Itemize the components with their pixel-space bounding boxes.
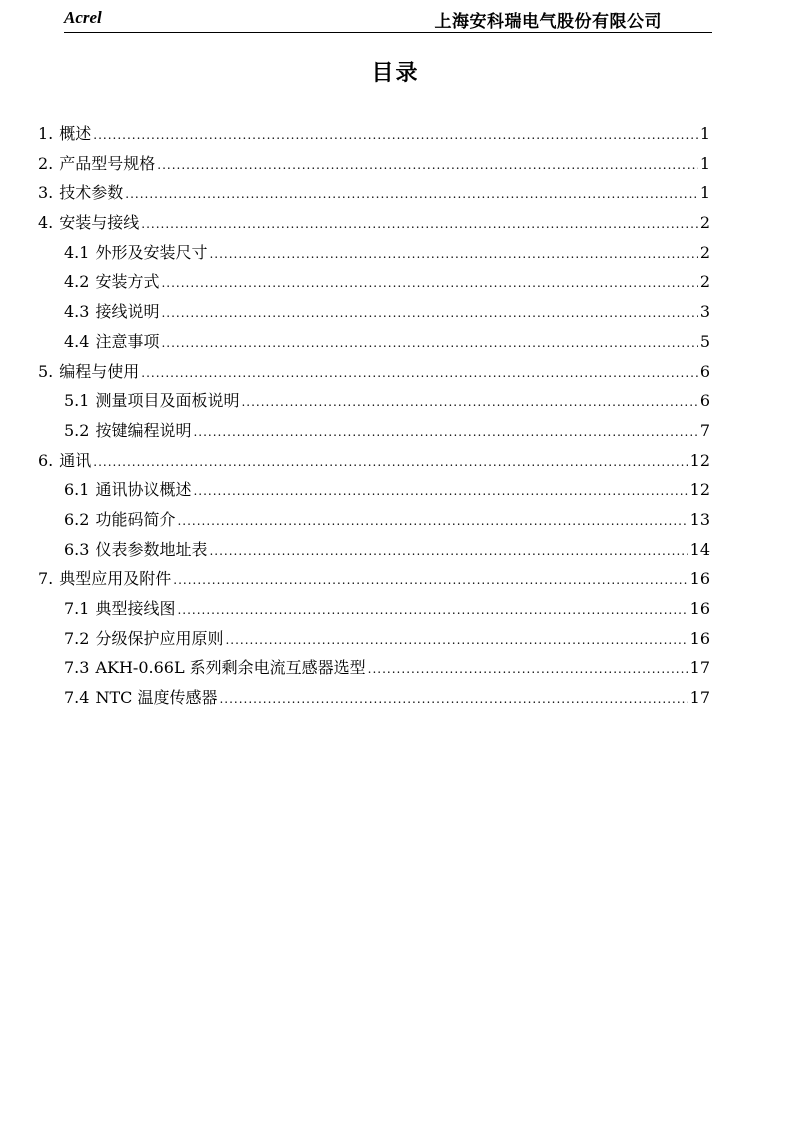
company-name: 上海安科瑞电气股份有限公司: [434, 12, 662, 32]
toc-entry-number: 6.: [38, 450, 54, 470]
toc-entry-page: 1: [699, 183, 710, 203]
toc-dot-leader: [209, 537, 687, 567]
toc-dot-leader: [177, 596, 687, 626]
toc-dot-leader: [241, 388, 697, 418]
toc-entry-page: 2: [699, 242, 710, 262]
toc-entry-number: 7.4: [64, 688, 90, 708]
toc-entry-label: 外形及安装尺寸: [95, 242, 208, 262]
toc-entry-page: 16: [689, 599, 710, 618]
toc-entry-label: 仪表参数地址表: [95, 539, 208, 559]
toc-entry[interactable]: [38, 505, 710, 535]
toc-entry-page: 7: [699, 420, 710, 440]
toc-entry[interactable]: [38, 327, 710, 357]
page-title: 目录: [371, 61, 420, 86]
toc-dot-leader: [177, 507, 687, 537]
toc-entry-number: 4.: [38, 213, 54, 233]
toc-entry-page: 12: [689, 480, 710, 500]
toc-entry[interactable]: [38, 564, 710, 594]
toc-entry-page: 16: [689, 628, 710, 648]
toc-entry[interactable]: [38, 357, 710, 387]
toc-entry-page: 2: [699, 272, 710, 292]
toc-entry-page: 5: [699, 331, 710, 351]
toc-entry-number: 1.: [38, 124, 54, 143]
toc-entry-label: 功能码简介: [95, 509, 176, 529]
toc-entry[interactable]: [38, 119, 710, 149]
toc-entry-number: 7.3: [64, 658, 90, 678]
toc-entry-label: 典型应用及附件: [59, 569, 172, 589]
toc-entry[interactable]: [38, 683, 710, 713]
toc-dot-leader: [161, 329, 697, 359]
toc-entry-number: 7.2: [64, 628, 90, 648]
toc-dot-leader: [161, 269, 697, 299]
toc-dot-leader: [209, 240, 697, 270]
toc-entry[interactable]: [38, 208, 710, 238]
toc-entry-number: 4.3: [64, 302, 90, 322]
toc-dot-leader: [157, 151, 698, 181]
toc-entry-page: 14: [689, 539, 710, 559]
toc-entry-label: 安装方式: [95, 272, 160, 292]
toc-entry-label: 注意事项: [95, 331, 160, 351]
toc-entry-page: 12: [689, 450, 710, 470]
toc-entry-page: 1: [699, 124, 710, 143]
table-of-contents: [38, 119, 710, 713]
toc-entry-page: 1: [699, 153, 710, 173]
toc-entry-page: 13: [689, 509, 710, 529]
toc-entry[interactable]: [38, 178, 710, 208]
toc-dot-leader: [141, 359, 698, 389]
toc-entry-number: 5.1: [64, 391, 90, 411]
toc-entry-label: 分级保护应用原则: [95, 628, 224, 648]
toc-entry-label: 接线说明: [95, 302, 160, 322]
toc-entry[interactable]: [38, 446, 710, 476]
toc-entry-label: 编程与使用: [59, 361, 140, 381]
toc-dot-leader: [141, 210, 698, 240]
toc-entry-label: 产品型号规格: [59, 153, 156, 173]
toc-entry-number: 6.3: [64, 539, 90, 559]
toc-entry[interactable]: [38, 594, 710, 624]
toc-entry-label: 安装与接线: [59, 213, 140, 233]
toc-entry-label: 按键编程说明: [95, 420, 192, 440]
toc-entry-number: 5.2: [64, 420, 90, 440]
toc-dot-leader: [193, 418, 697, 448]
toc-entry-label: NTC 温度传感器: [95, 688, 218, 708]
toc-dot-leader: [161, 299, 697, 329]
toc-entry-label: 典型接线图: [95, 599, 176, 618]
toc-entry[interactable]: [38, 386, 710, 416]
toc-entry-number: 5.: [38, 361, 54, 381]
toc-entry-number: 3.: [38, 183, 54, 203]
brand-logo-text: Acrel: [64, 8, 102, 27]
toc-entry[interactable]: [38, 624, 710, 654]
toc-dot-leader: [125, 180, 698, 210]
toc-dot-leader: [93, 121, 698, 151]
toc-entry-number: 7.: [38, 569, 54, 589]
toc-entry-number: 7.1: [64, 599, 90, 618]
toc-entry-label: 测量项目及面板说明: [95, 391, 240, 411]
page-header: [64, 6, 712, 33]
toc-dot-leader: [219, 685, 687, 715]
toc-dot-leader: [173, 566, 687, 596]
toc-entry-page: 6: [699, 361, 710, 381]
toc-entry[interactable]: [38, 535, 710, 565]
toc-dot-leader: [368, 655, 688, 685]
toc-entry-page: 2: [699, 213, 710, 233]
toc-entry-number: 2.: [38, 153, 54, 173]
toc-entry-number: 4.4: [64, 331, 90, 351]
toc-entry[interactable]: [38, 267, 710, 297]
toc-dot-leader: [225, 626, 687, 656]
toc-entry-page: 17: [689, 658, 710, 678]
toc-dot-leader: [193, 477, 687, 507]
toc-dot-leader: [93, 448, 687, 478]
toc-entry-label: 技术参数: [59, 183, 124, 203]
toc-entry-label: 通讯协议概述: [95, 480, 192, 500]
toc-entry[interactable]: [38, 149, 710, 179]
toc-entry-number: 6.2: [64, 509, 90, 529]
toc-entry[interactable]: [38, 297, 710, 327]
toc-entry-page: 17: [689, 688, 710, 708]
toc-entry[interactable]: [38, 475, 710, 505]
toc-entry-page: 16: [689, 569, 710, 589]
toc-entry-page: 3: [699, 302, 710, 322]
toc-entry[interactable]: [38, 416, 710, 446]
toc-entry-label: 概述: [59, 124, 92, 143]
toc-entry-page: 6: [699, 391, 710, 411]
toc-entry-number: 4.1: [64, 242, 90, 262]
toc-entry-label: AKH-0.66L 系列剩余电流互感器选型: [95, 658, 366, 678]
toc-entry[interactable]: [38, 238, 710, 268]
toc-entry-label: 通讯: [59, 450, 92, 470]
toc-entry-number: 6.1: [64, 480, 90, 500]
toc-entry[interactable]: [38, 653, 710, 683]
toc-entry-number: 4.2: [64, 272, 90, 292]
